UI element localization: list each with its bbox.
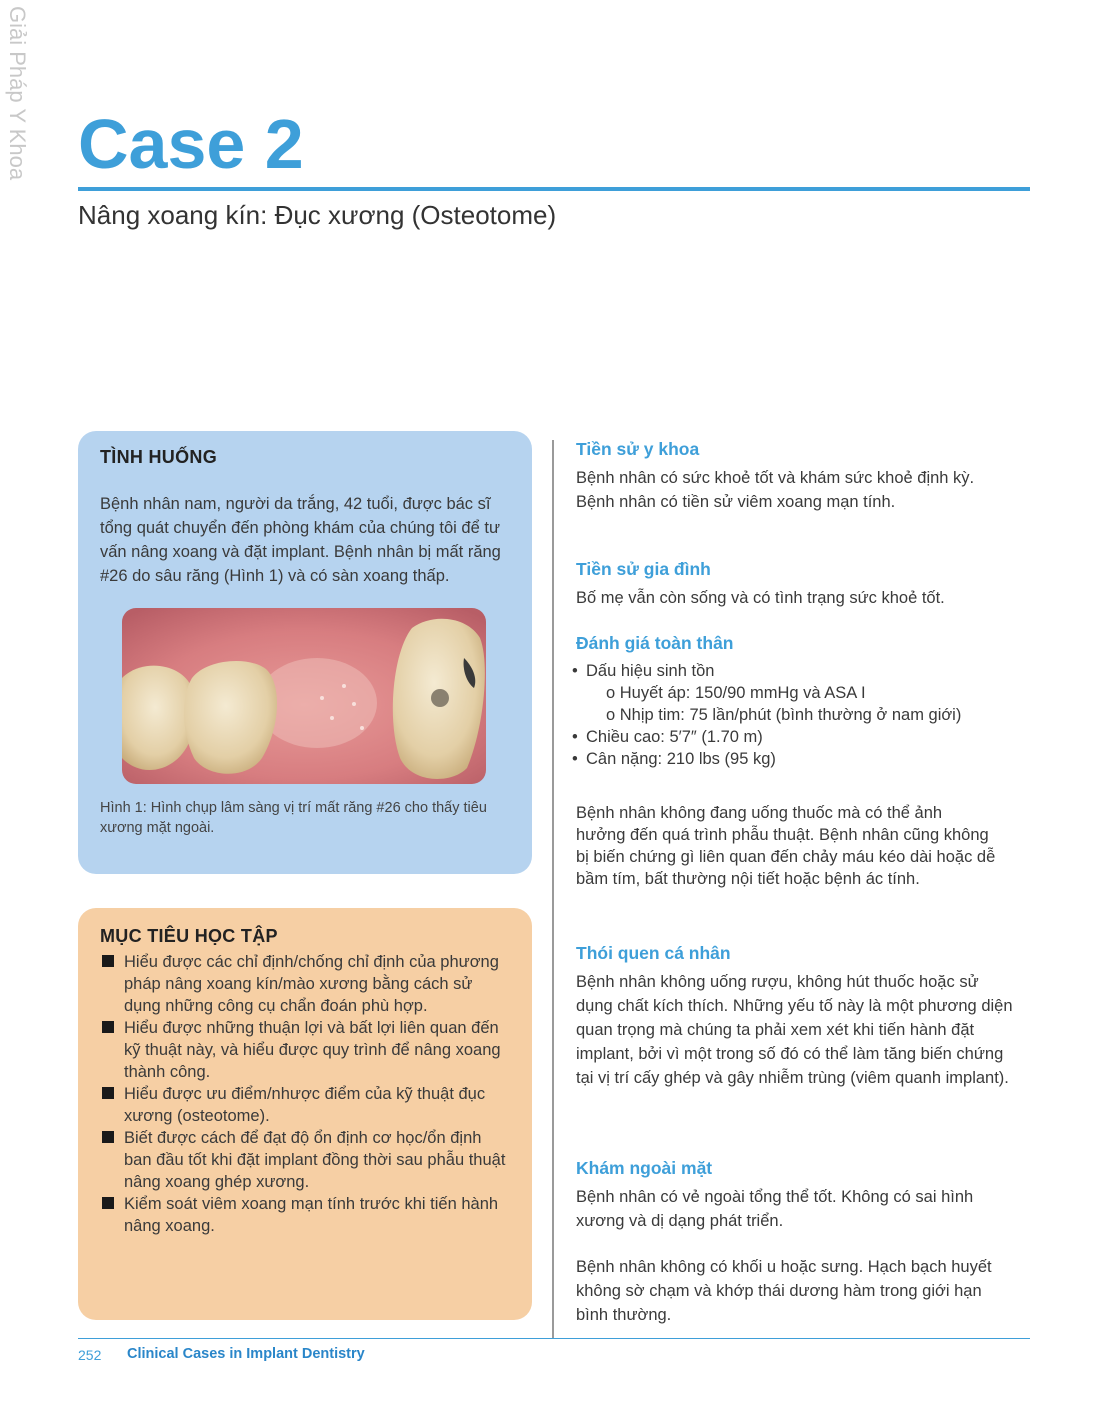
vitals-list [576,660,1026,770]
medical-history-heading: Tiền sử y khoa [576,439,700,459]
personal-habits-section [576,942,1016,1090]
objectives-list [100,951,510,1237]
square-bullet-icon [102,955,114,967]
extraoral-exam-heading: Khám ngoài mặt [576,1158,713,1178]
medical-history-text: Bệnh nhân có sức khoẻ tốt và khám sức khoẻ định kỳ. Bệnh nhân có tiền sử viêm xoang mạn tính. [576,469,975,511]
clinical-photo-drawing [122,608,486,784]
case-heading: TÌNH HUỐNG [100,447,217,467]
case-title: Case 2 [78,105,304,183]
case-subtitle: Nâng xoang kín: Đục xương (Osteotome) [78,200,557,230]
objective-item: Biết được cách để đạt độ ổn định cơ học/ổn định ban đầu tốt khi đặt implant đồng thời sau phẫu thuật nâng xoang ghép xương. [100,1127,510,1193]
medical-history-section [576,438,1016,514]
square-bullet-icon [102,1131,114,1143]
objective-item: Hiểu được các chỉ định/chống chỉ định của phương pháp nâng xoang kín/mào xương bằng cách sử dụng những công cụ chẩn đoán phù hợp. [100,951,510,1017]
square-bullet-icon [102,1021,114,1033]
figure-caption: Hình 1: Hình chụp lâm sàng vị trí mất răng #26 cho thấy tiêu xương mặt ngoài. [100,800,487,836]
family-history-text: Bố mẹ vẫn còn sống và có tình trạng sức khoẻ tốt. [576,589,945,607]
vitals-label: • Dấu hiệu sinh tồn [576,660,1026,682]
personal-habits-heading: Thói quen cá nhân [576,943,731,963]
personal-habits-text: Bệnh nhân không uống rượu, không hút thuốc hoặc sử dụng chất kích thích. Những yếu tố này là một phương diện quan trọng mà chúng ta phải xem xét khi tiến hành đặt implant, bởi vì một trong số đó có thể làm tăng biến chứng tại vị trí cấy ghép và gây nhiễm trùng (viêm quanh implant). [576,973,1013,1087]
objective-item: Kiểm soát viêm xoang mạn tính trước khi tiến hành nâng xoang. [100,1193,510,1237]
general-assessment-heading: Đánh giá toàn thân [576,633,734,653]
extraoral-exam-section [576,1157,1016,1327]
learning-objectives-box [78,908,532,1320]
heart-rate: o Nhịp tim: 75 lần/phút (bình thường ở nam giới) [606,706,962,724]
general-assessment-text: Bệnh nhân không đang uống thuốc mà có thể ảnh hưởng đến quá trình phẫu thuật. Bệnh nhân cũng không bị biến chứng gì liên quan đến chảy máu kéo dài hoặc dễ bầm tím, bất thường nội tiết hoặc bệnh ác tính. [576,804,996,888]
column-divider [552,440,554,1338]
extraoral-exam-text-1: Bệnh nhân có vẻ ngoài tổng thể tốt. Không có sai hình xương và dị dạng phát triển. [576,1188,974,1230]
weight: • Cân nặng: 210 lbs (95 kg) [576,748,1026,770]
objective-item: Hiểu được ưu điểm/nhược điểm của kỹ thuật đục xương (osteotome). [100,1083,510,1127]
extraoral-exam-text-2: Bệnh nhân không có khối u hoặc sưng. Hạch bạch huyết không sờ chạm và khớp thái dương hàm trong giới hạn bình thường. [576,1258,992,1324]
family-history-section [576,558,1016,610]
objectives-heading: MỤC TIÊU HỌC TẬP [100,926,278,946]
general-assessment-section [576,632,1026,890]
page-number: 252 [78,1347,102,1363]
book-title: Clinical Cases in Implant Dentistry [127,1346,365,1362]
height: • Chiều cao: 5′7″ (1.70 m) [576,726,1026,748]
clinical-photo [122,608,486,784]
footer-rule [78,1338,1030,1339]
title-rule [78,187,1030,191]
case-box [78,431,532,874]
watermark: Giải Pháp Y Khoa [5,6,30,181]
case-text: Bệnh nhân nam, người da trắng, 42 tuổi, được bác sĩ tổng quát chuyển đến phòng khám của chúng tôi để tư vấn nâng xoang và đặt implant. Bệnh nhân bị mất răng #26 do sâu răng (Hình 1) và có sàn xoang thấp. [100,495,501,585]
objective-item: Hiểu được những thuận lợi và bất lợi liên quan đến kỹ thuật này, và hiểu được quy trình để nâng xoang thành công. [100,1017,510,1083]
square-bullet-icon [102,1087,114,1099]
blood-pressure: o Huyết áp: 150/90 mmHg và ASA I [606,684,866,702]
family-history-heading: Tiền sử gia đình [576,559,711,579]
square-bullet-icon [102,1197,114,1209]
